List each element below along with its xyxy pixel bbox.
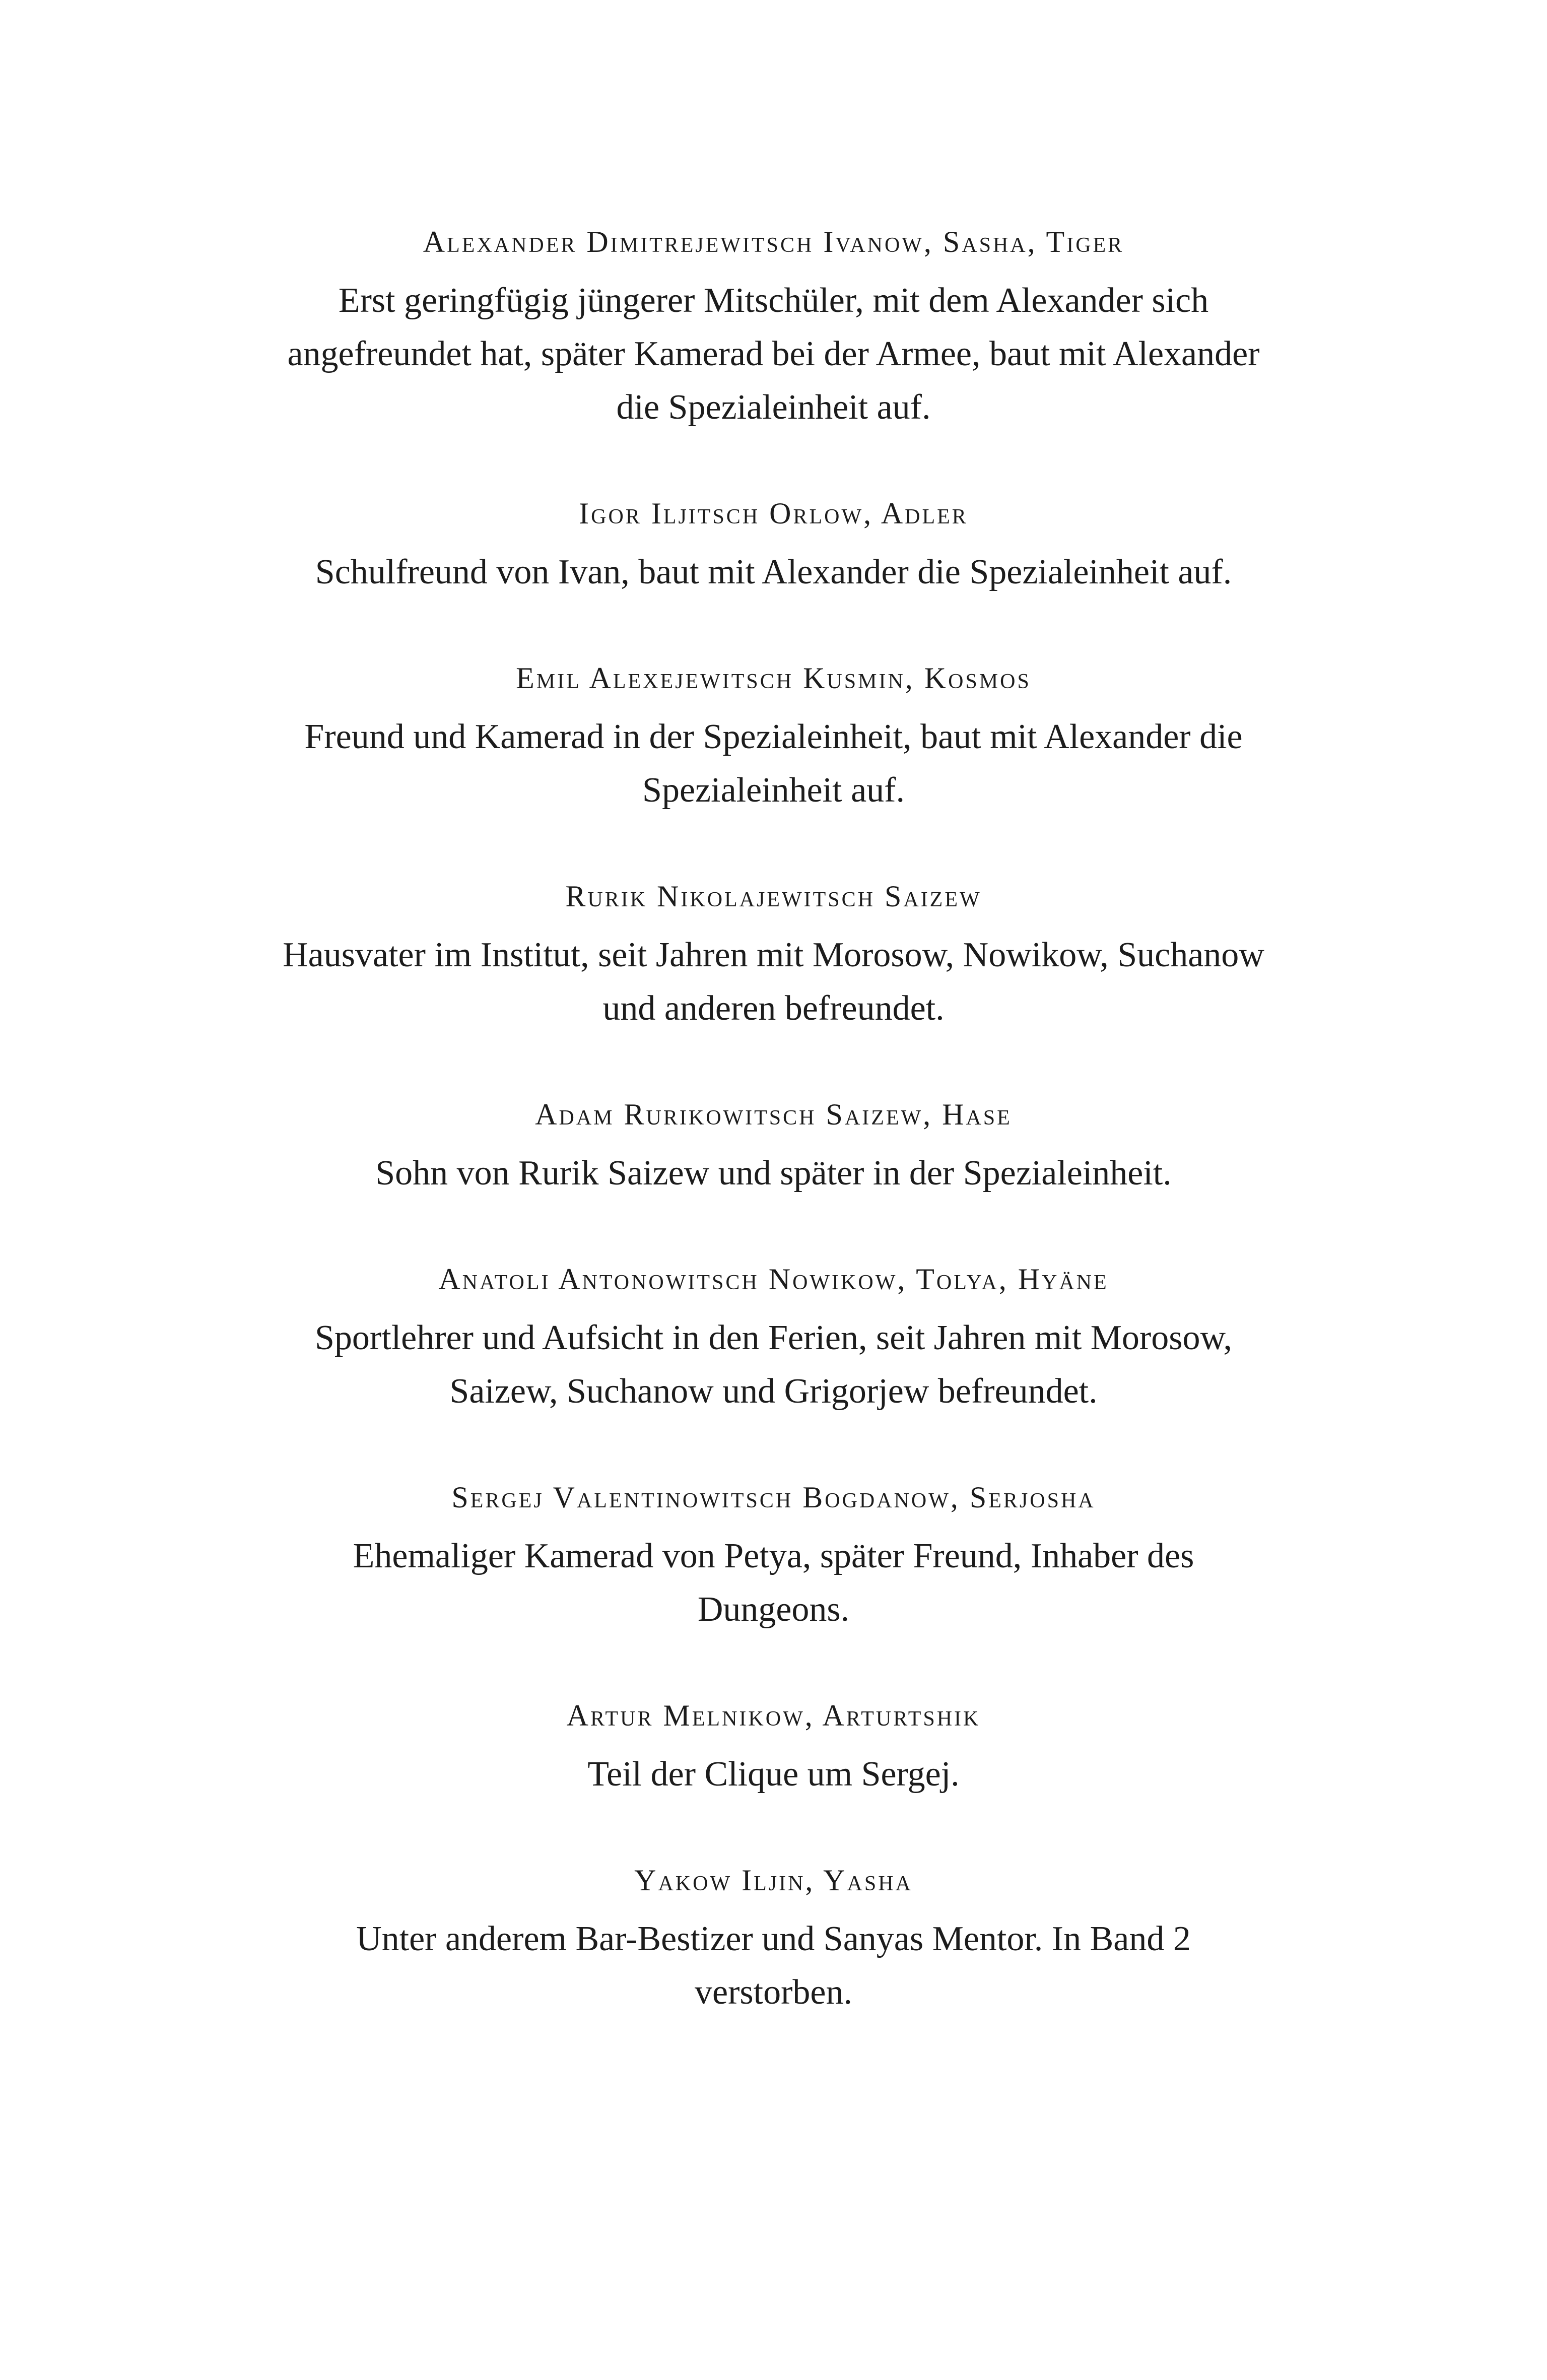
character-name: Yakow Iljin, Yasha <box>634 1864 913 1897</box>
character-entry <box>282 1094 1265 1200</box>
character-name: Emil Alexejewitsch Kusmin, Kosmos <box>516 662 1031 695</box>
character-entry <box>282 658 1265 817</box>
character-description: Freund und Kamerad in der Spezialeinheit, baut mit Alexander die Spezialeinheit auf. <box>304 717 1243 810</box>
character-description: Hausvater im Institut, seit Jahren mit Morosow, Nowikow, Suchanow und anderen befreundet. <box>283 936 1264 1028</box>
character-name: Anatoli Antonowitsch Nowikow, Tolya, Hyäne <box>438 1263 1109 1296</box>
character-name: Adam Rurikowitsch Saizew, Hase <box>535 1098 1012 1131</box>
character-name: Sergej Valentinowitsch Bogdanow, Serjosha <box>451 1481 1096 1514</box>
character-entry <box>282 1259 1265 1418</box>
character-description: Erst geringfügig jüngerer Mitschüler, mit dem Alexander sich angefreundet hat, später Kamerad bei der Armee, baut mit Alexander die Spezialeinheit auf. <box>287 281 1260 427</box>
character-description: Teil der Clique um Sergej. <box>587 1755 960 1794</box>
character-description: Sportlehrer und Aufsicht in den Ferien, seit Jahren mit Morosow, Saizew, Suchanow und Grigorjew befreundet. <box>315 1318 1232 1411</box>
character-entry <box>282 493 1265 599</box>
character-entry <box>282 1477 1265 1636</box>
character-description: Ehemaliger Kamerad von Petya, später Freund, Inhaber des Dungeons. <box>353 1537 1194 1629</box>
character-entry <box>282 1860 1265 2019</box>
character-entry <box>282 876 1265 1035</box>
character-list <box>282 222 1265 2078</box>
character-description: Schulfreund von Ivan, baut mit Alexander die Spezialeinheit auf. <box>315 553 1232 591</box>
character-name: Igor Iljitsch Orlow, Adler <box>579 497 968 530</box>
character-description: Sohn von Rurik Saizew und später in der Spezialeinheit. <box>375 1154 1172 1193</box>
character-description: Unter anderem Bar-Bestizer und Sanyas Mentor. In Band 2 verstorben. <box>356 1920 1191 2012</box>
character-name: Rurik Nikolajewitsch Saizew <box>565 880 982 913</box>
character-name: Artur Melnikow, Arturtshik <box>566 1699 981 1732</box>
character-entry <box>282 1695 1265 1801</box>
character-entry <box>282 222 1265 434</box>
character-name: Alexander Dimitrejewitsch Ivanow, Sasha, Tiger <box>423 225 1124 258</box>
